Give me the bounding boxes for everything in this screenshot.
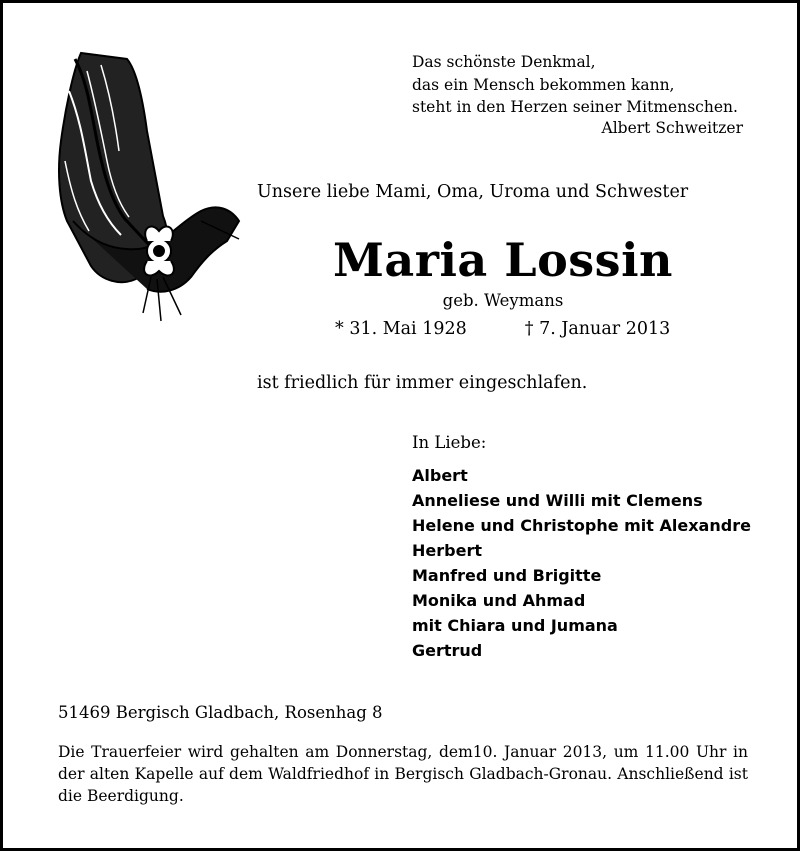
life-dates <box>335 319 670 339</box>
maiden-name: geb. Weymans <box>442 291 564 310</box>
passed-text: ist friedlich für immer eingeschlafen. <box>257 373 588 393</box>
quote-line: Das schönste Denkmal, <box>412 53 596 71</box>
mourner-name: Helene und Christophe mit Alexandre <box>412 516 751 535</box>
birth-date: * 31. Mai 1928 <box>335 319 467 339</box>
mourner-name: Herbert <box>412 541 482 560</box>
mourner-name: Monika und Ahmad <box>412 591 586 610</box>
mourner-name: Albert <box>412 466 468 485</box>
quote-block <box>412 51 738 119</box>
mourner-name: Manfred und Brigitte <box>412 566 602 585</box>
mourner-name: Anneliese und Willi mit Clemens <box>412 491 703 510</box>
quote-line: das ein Mensch bekommen kann, <box>412 75 675 94</box>
quote-author: Albert Schweitzer <box>601 119 743 137</box>
funeral-notice: Die Trauerfeier wird gehalten am Donnerstag, dem10. Januar 2013, um 11.00 Uhr in der alten Kapelle auf dem Waldfriedhof in Bergisch Gladbach-Gronau. Anschließend ist die Beerdigung. <box>58 743 748 805</box>
mourner-name: Gertrud <box>412 641 483 660</box>
mourners-heading: In Liebe: <box>412 433 487 452</box>
death-date: † 7. Januar 2013 <box>524 319 671 339</box>
address: 51469 Bergisch Gladbach, Rosenhag 8 <box>58 703 383 722</box>
deceased-name: Maria Lossin <box>333 233 673 287</box>
mourner-name: mit Chiara und Jumana <box>412 616 618 635</box>
intro-text: Unsere liebe Mami, Oma, Uroma und Schwester <box>257 182 689 202</box>
quote-line: steht in den Herzen seiner Mitmenschen. <box>412 98 738 116</box>
mourners-list <box>412 463 751 663</box>
